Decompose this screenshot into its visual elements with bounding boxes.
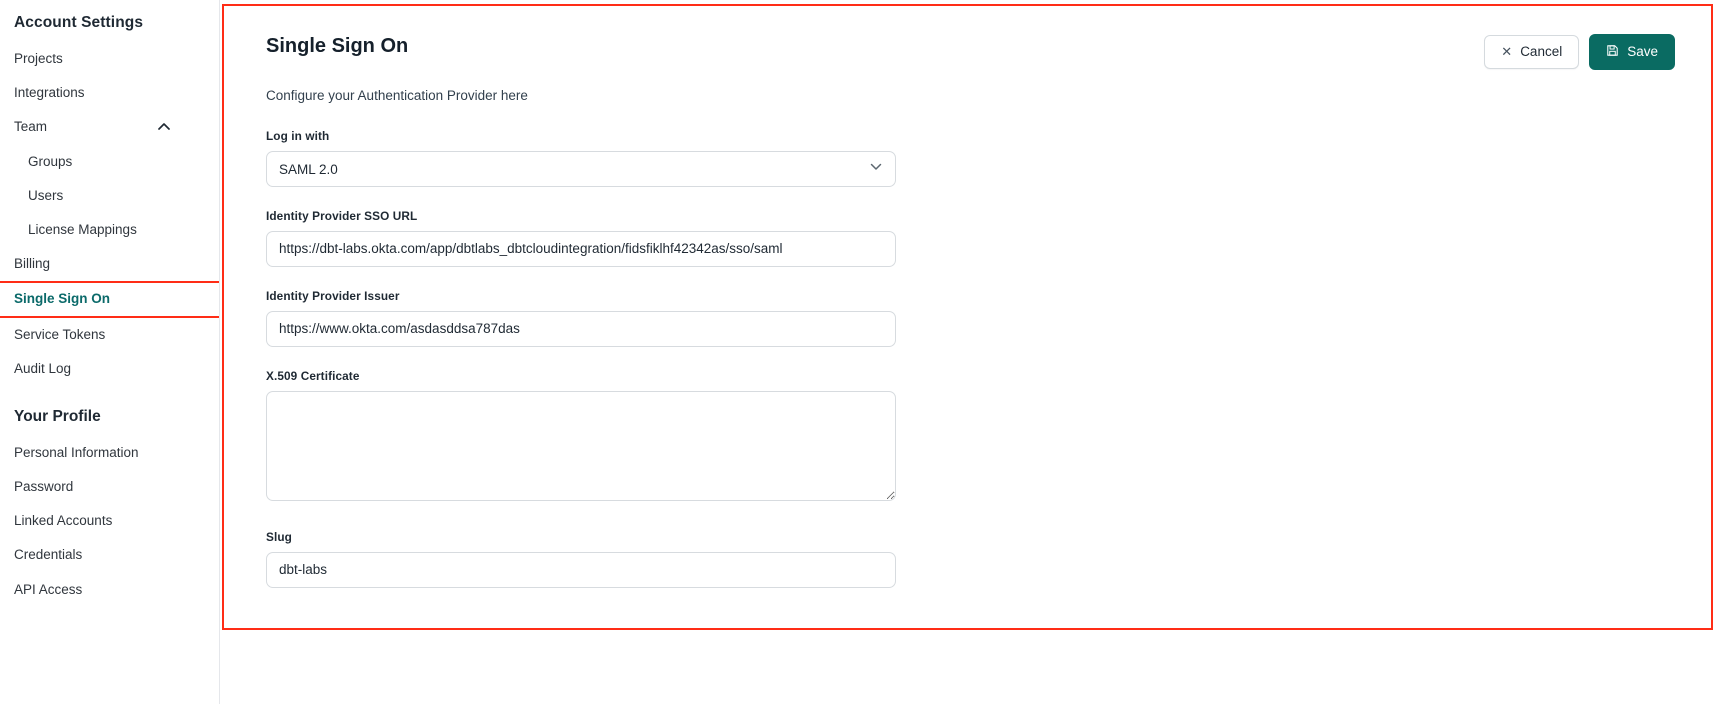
sidebar-item-label: Single Sign On (14, 291, 111, 307)
sidebar-item-label: API Access (14, 581, 83, 597)
field-sso-url (266, 209, 896, 267)
sidebar-item-label: Linked Accounts (14, 513, 113, 529)
sidebar-item-integrations[interactable] (0, 76, 219, 110)
sidebar-item-linked-accounts[interactable] (0, 504, 219, 538)
page-subtitle: Configure your Authentication Provider here (266, 87, 528, 103)
sidebar-scroll (0, 0, 219, 607)
cancel-button-label: Cancel (1520, 44, 1563, 59)
sidebar-item-audit-log[interactable] (0, 352, 219, 386)
field-label-issuer: Identity Provider Issuer (266, 288, 400, 303)
close-icon: ✕ (1501, 44, 1513, 60)
sidebar-item-api-access[interactable] (0, 573, 219, 607)
sidebar-item-billing[interactable] (0, 247, 219, 281)
field-slug (266, 530, 896, 588)
field-issuer (266, 289, 896, 347)
save-button[interactable] (1589, 34, 1675, 70)
sidebar-item-label: Password (14, 479, 74, 495)
panel-actions (1484, 34, 1675, 70)
sso-url-input[interactable] (266, 231, 896, 267)
sidebar (0, 0, 220, 704)
page-title: Single Sign On (266, 35, 409, 57)
login-with-select[interactable] (266, 151, 896, 187)
sidebar-item-projects[interactable] (0, 42, 219, 76)
sidebar-item-groups[interactable] (0, 145, 219, 179)
sidebar-item-label: Users (28, 187, 64, 203)
single-sign-on-panel (222, 4, 1713, 630)
issuer-input[interactable] (266, 311, 896, 347)
sidebar-item-label: Billing (14, 256, 51, 272)
sidebar-item-label: Credentials (14, 547, 83, 563)
sidebar-item-single-sign-on[interactable] (0, 281, 219, 317)
main-content (220, 0, 1733, 704)
sidebar-item-label: Service Tokens (14, 326, 106, 342)
field-login-with (266, 129, 896, 187)
sidebar-heading-account-settings: Account Settings (14, 14, 144, 31)
sidebar-item-service-tokens[interactable] (0, 318, 219, 352)
sidebar-item-label: Integrations (14, 85, 85, 101)
sidebar-item-label: Projects (14, 51, 63, 66)
save-disk-icon (1606, 44, 1619, 60)
chevron-up-icon[interactable] (157, 120, 171, 134)
x509-certificate-textarea[interactable] (266, 391, 896, 501)
field-label-login-with: Log in with (266, 128, 330, 143)
sidebar-item-label: Groups (28, 153, 73, 169)
save-button-label: Save (1627, 44, 1658, 59)
sidebar-item-password[interactable] (0, 470, 219, 504)
sso-form (266, 129, 896, 588)
sidebar-item-label: License Mappings (28, 221, 137, 237)
field-label-sso-url: Identity Provider SSO URL (266, 208, 418, 223)
sidebar-item-credentials[interactable] (0, 538, 219, 572)
sidebar-heading-your-profile: Your Profile (14, 407, 101, 425)
sidebar-item-personal-information[interactable] (0, 436, 219, 470)
field-x509-certificate (266, 369, 896, 506)
sidebar-item-label: Personal Information (14, 444, 139, 460)
sidebar-item-license-mappings[interactable] (0, 213, 219, 247)
sidebar-item-label: Team (14, 119, 48, 135)
login-with-select-wrap (266, 151, 896, 187)
slug-input[interactable] (266, 552, 896, 588)
field-label-x509-certificate: X.509 Certificate (266, 368, 360, 383)
sidebar-item-team[interactable] (0, 110, 219, 144)
sidebar-item-users[interactable] (0, 179, 219, 213)
field-label-slug: Slug (266, 529, 292, 544)
cancel-button[interactable] (1484, 35, 1579, 69)
panel-header (260, 34, 1675, 70)
panel-header-text (260, 34, 408, 58)
sidebar-item-label: Audit Log (14, 360, 72, 376)
